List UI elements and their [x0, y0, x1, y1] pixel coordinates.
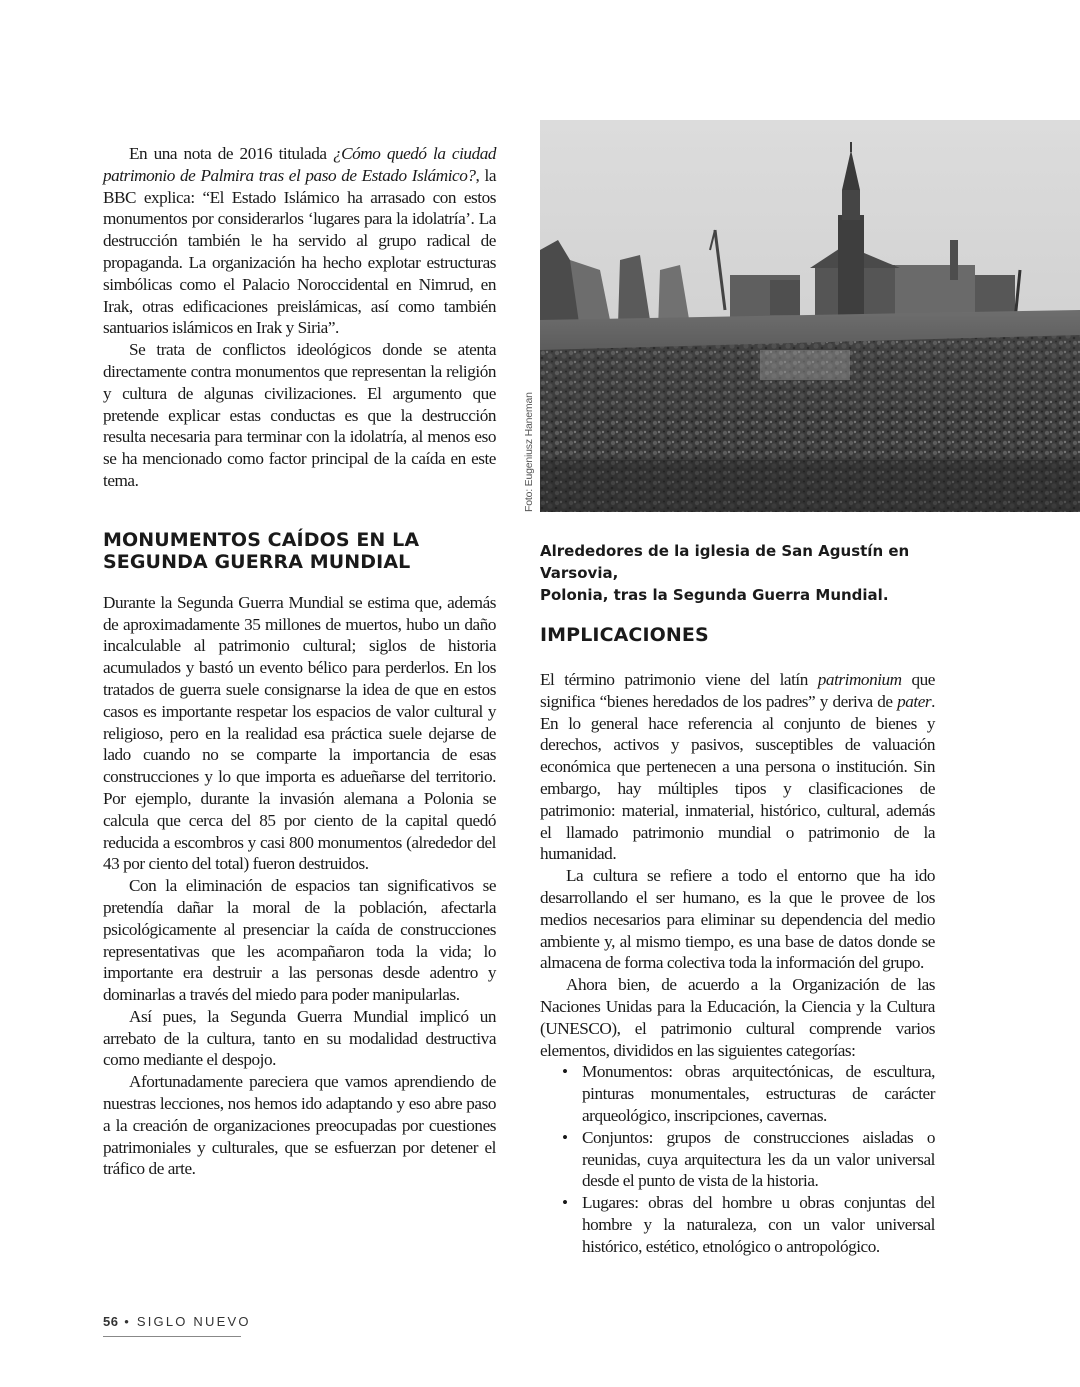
photo-caption	[540, 540, 960, 606]
p1-text-c: . En lo general hace referencia al conjunto de bienes y derechos, activos y pasivos, susceptibles de valuación económica que pertenecen a una persona o institución. Sin embargo, hay múltiples tipos y clasificaciones de patrimonio: material, inmaterial, histórico, cultural, además el llamado patrimonio mundial o patrimonio de la humanidad.	[540, 691, 935, 864]
bullet-icon: •	[562, 1127, 568, 1147]
intro-paragraph-2: Se trata de conflictos ideológicos donde se atenta directamente contra monumentos que representan la religión y cultura de algunas civilizaciones. El argumento que pretende explicar estas conductas es que la destrucción resulta necesaria para terminar con la idolatría, al menos eso se ha mencionado como factor principal de la caída en este tema.	[103, 340, 496, 490]
implicaciones-paragraph: Ahora bien, de acuerdo a la Organización de las Naciones Unidas para la Educación, la Ciencia y la Cultura (UNESCO), el patrimonio cultural comprende varios elementos, divididos en las siguientes categorías:	[540, 975, 935, 1060]
section-heading-line-2: SEGUNDA GUERRA MUNDIAL	[103, 550, 411, 573]
magazine-name: SIGLO NUEVO	[136, 1314, 251, 1329]
photo-credit: Foto: Eugeniusz Haneman	[523, 392, 535, 512]
p1-text-b: que significa “bienes heredados de los padres” y deriva de	[540, 670, 935, 711]
latin-term-patrimonium: patrimonium	[817, 670, 902, 689]
p1-text-a: El término patrimonio viene del latín	[540, 670, 818, 689]
article-title-italic: ¿Cómo quedó la ciudad patrimonio de Palmira tras el paso de Estado Islámico?	[103, 144, 497, 185]
list-item	[540, 1127, 935, 1192]
list-item	[540, 1192, 935, 1257]
intro-p1-text-a: En una nota de 2016 titulada	[129, 144, 333, 163]
category-text: Conjuntos: grupos de construcciones aisladas o reunidas, cuya arquitectura les da un valor universal desde el punto de vista de la historia.	[582, 1127, 935, 1191]
category-text: Lugares: obras del hombre u obras conjuntas del hombre y la naturaleza, con un valor universal histórico, estético, etnológico o antropológico.	[582, 1193, 935, 1256]
section-paragraph: Afortunadamente pareciera que vamos aprendiendo de nuestras lecciones, nos hemos ido adaptando y eso abre paso a la creación de organizaciones preocupadas por cuestiones patrimoniales y culturales, que se esfuerzan por detener el tráfico de arte.	[103, 1072, 496, 1179]
caption-line-1: Alrededores de la iglesia de San Agustín en Varsovia,	[540, 542, 910, 582]
war-ruins-photo	[540, 120, 1080, 512]
footer-rule	[103, 1336, 241, 1337]
section-heading-line-1: MONUMENTOS CAÍDOS EN LA	[103, 528, 420, 551]
footer-separator: •	[124, 1314, 132, 1329]
right-column	[540, 669, 935, 1258]
section-heading-monumentos	[103, 529, 496, 573]
list-item	[540, 1061, 935, 1126]
left-column	[103, 143, 496, 1180]
page-number: 56	[103, 1314, 119, 1329]
categories-list	[540, 1061, 935, 1257]
section-paragraph: Con la eliminación de espacios tan significativos se pretendía dañar la moral de la población, afectarla psicológicamente al presenciar la caída de construcciones representativas que les acompañaron toda la vida; lo importante era destruir a las personas desde adentro y dominarlas a través del miedo para poder manipularlas.	[103, 876, 496, 1005]
latin-term-pater: pater	[897, 691, 932, 711]
bullet-icon: •	[562, 1193, 568, 1213]
category-text: Monumentos: obras arquitectónicas, de escultura, pinturas monumentales, estructuras de carácter arqueológico, inscripciones, cavernas.	[582, 1062, 935, 1125]
section-paragraph: Así pues, la Segunda Guerra Mundial implicó un arrebato de la cultura, tanto en su modalidad destructiva como mediante el despojo.	[103, 1006, 496, 1070]
section-heading-implicaciones: IMPLICACIONES	[540, 624, 709, 646]
caption-line-2: Polonia, tras la Segunda Guerra Mundial.	[540, 586, 889, 604]
section-paragraph: Durante la Segunda Guerra Mundial se estima que, además de aproximadamente 35 millones de muertos, hubo un daño incalculable al patrimonio cultural; siglos de historia acumulados y bastó un evento bélico para perderlos. En los tratados de guerra suele consignarse la idea de que en estos casos es importante respetar los espacios de valor cultural y religioso, pero en la realidad esa práctica suele dejarse de lado cuando no se comparte la importancia de esas construcciones y lo que importa es adueñarse del territorio. Por ejemplo, durante la invasión alemana a Polonia se calcula que cerca del 85 por ciento de la capital quedó reducida a escombros y casi 800 monumentos (alrededor del 43 por ciento del total) fueron destruidos.	[103, 592, 496, 874]
bullet-icon: •	[562, 1062, 568, 1082]
page-footer	[103, 1314, 251, 1329]
intro-p1-text-b: , la BBC explica: “El Estado Islámico ha arrasado con estos monumentos por considerarlos ‘lugares para la idolatría’. La destrucción también le ha servido al grupo radical de propaganda. La organización ha hecho explotar estructuras simbólicas como el Palacio Noroccidental en Nimrud, en Irak, otras edificaciones preislámicas, así como también santuarios islámicos en Irak y Siria”.	[103, 165, 496, 338]
implicaciones-paragraph-1	[540, 669, 935, 865]
implicaciones-paragraph: La cultura se refiere a todo el entorno que ha ido desarrollando el ser humano, es la que le provee de los medios necesarios para eliminar su dependencia del medio ambiente y, al mismo tiempo, es una base de datos donde se almacena de forma colectiva toda la información del grupo.	[540, 866, 935, 973]
intro-paragraph-1	[103, 143, 496, 339]
